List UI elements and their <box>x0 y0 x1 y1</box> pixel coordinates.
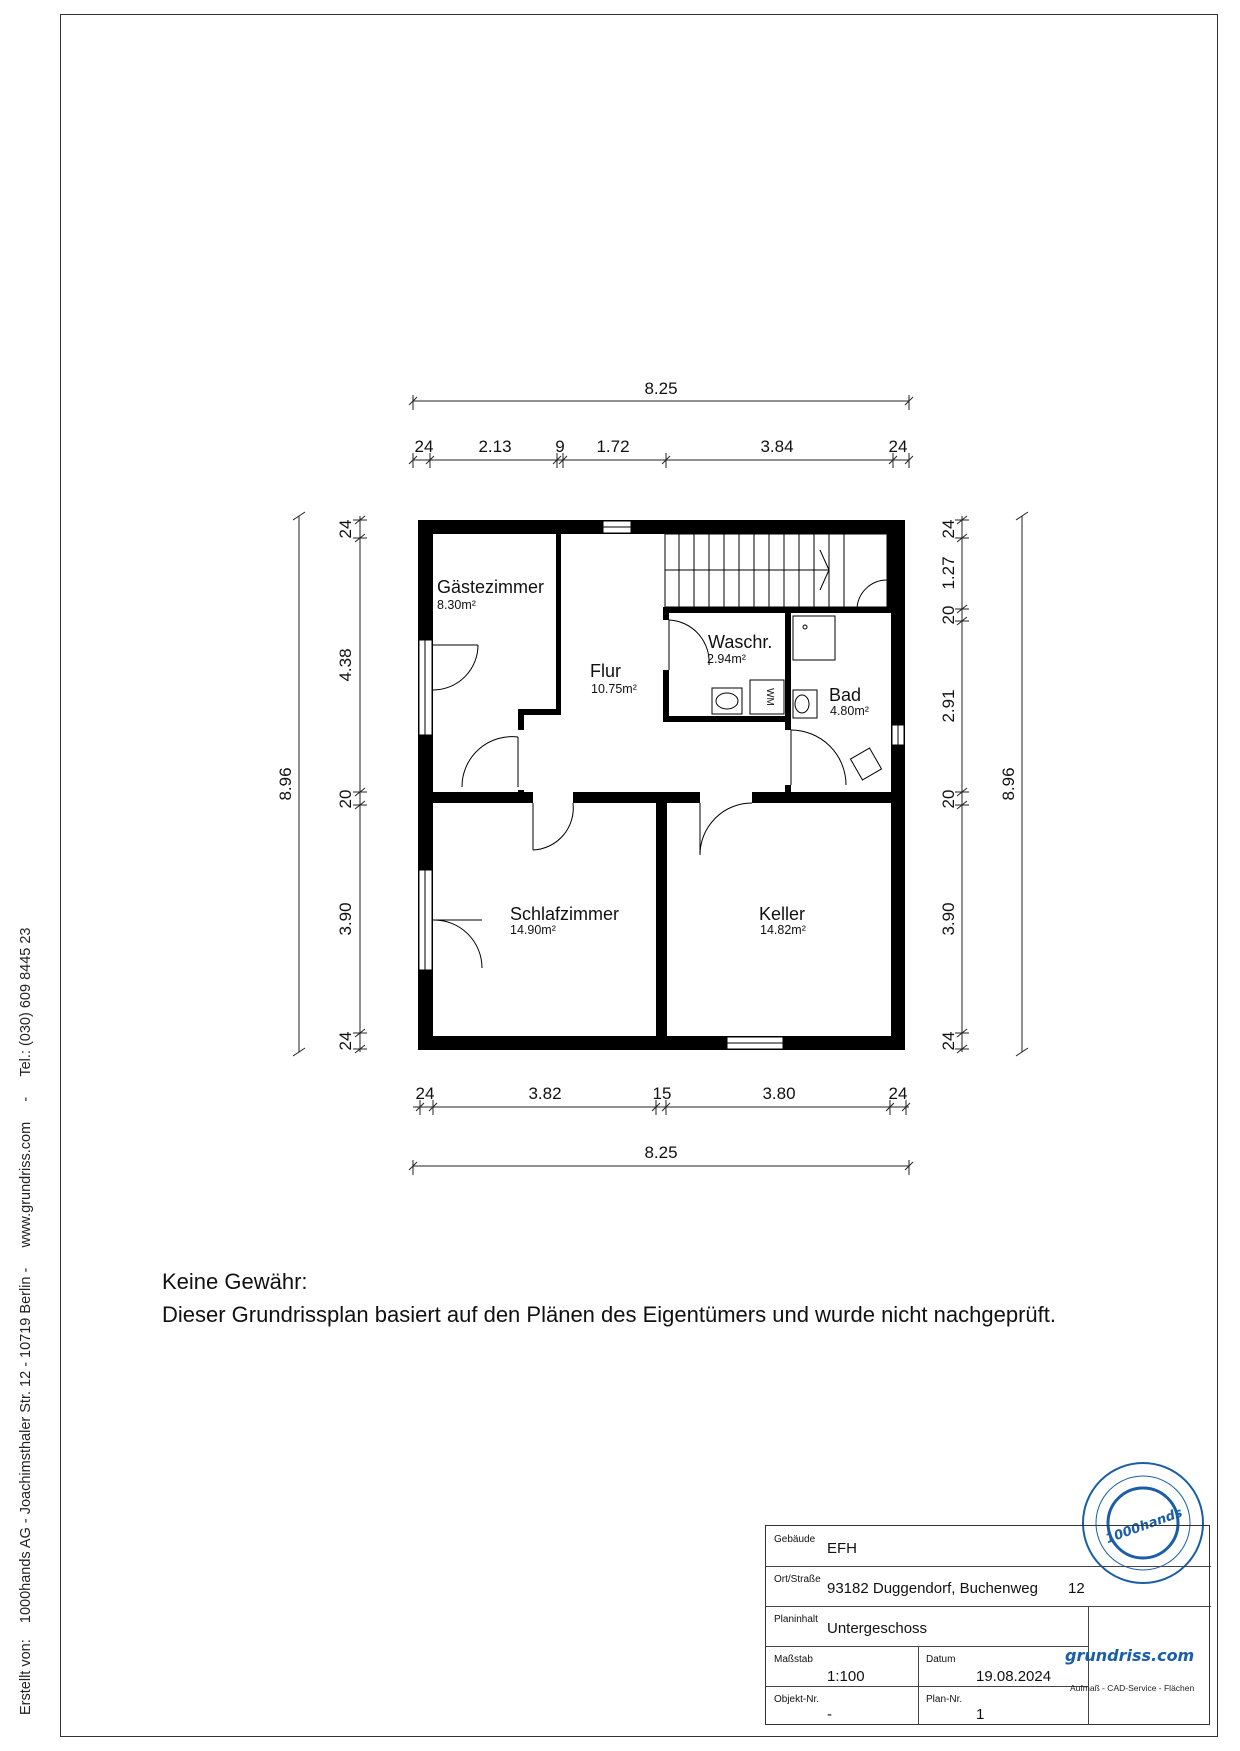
stairs <box>665 534 887 607</box>
room-bad-name: Bad <box>829 685 862 705</box>
tb-plan-value: 1 <box>976 1706 985 1723</box>
dimension-lines <box>293 395 1028 1175</box>
dim-top-seg-2: 2.13 <box>478 437 512 456</box>
dim-right-seg-6: 3.90 <box>939 902 958 936</box>
room-keller-area: 14.82m² <box>760 923 806 937</box>
room-schlafzimmer-area: 14.90m² <box>510 923 556 937</box>
sidebar-company: 1000hands AG - Joachimsthaler Str. 12 - 10719 Berlin - <box>18 1267 34 1624</box>
tb-divider-main <box>1088 1606 1089 1725</box>
room-schlafzimmer-name: Schlafzimmer <box>510 904 620 924</box>
dim-bottom-seg-5: 24 <box>888 1084 908 1103</box>
brand-logo: grundriss.com <box>1065 1646 1195 1665</box>
dim-bottom-seg-1: 24 <box>415 1084 435 1103</box>
disclaimer-text: Dieser Grundrissplan basiert auf den Plänen des Eigentümers und wurde nicht nachgeprüft. <box>162 1302 1056 1327</box>
dim-top-seg-3: 9 <box>555 437 565 456</box>
tb-ort-value: 93182 Duggendorf, Buchenweg <box>827 1580 1038 1597</box>
room-bad-area: 4.80m² <box>830 704 869 718</box>
tb-massstab-value: 1:100 <box>827 1668 865 1685</box>
dim-bottom-total: 8.25 <box>644 1143 678 1162</box>
dim-left-seg-3: 20 <box>336 789 355 809</box>
dim-right-seg-2: 1.27 <box>939 556 958 590</box>
room-flur-name: Flur <box>590 661 621 681</box>
tb-row-gebaeude <box>766 1526 1211 1567</box>
tb-ort-label: Ort/Straße <box>774 1574 821 1585</box>
sidebar-phone: Tel.: (030) 609 8445 23 <box>18 927 34 1077</box>
dim-left-seg-4: 3.90 <box>336 902 355 936</box>
wm-label: WM <box>764 688 775 706</box>
tb-row-massstab <box>766 1646 1088 1687</box>
room-keller-name: Keller <box>759 904 806 924</box>
dim-top-seg-5: 3.84 <box>760 437 794 456</box>
tb-gebaeude-value: EFH <box>827 1540 857 1557</box>
tb-planinhalt-label: Planinhalt <box>774 1614 818 1625</box>
tb-plan-label: Plan-Nr. <box>926 1694 963 1705</box>
room-gaestezimmer-name: Gästezimmer <box>437 577 545 597</box>
room-waschr-area: 2.94m² <box>707 652 746 666</box>
walls <box>418 520 905 1050</box>
tb-planinhalt-value: Untergeschoss <box>827 1620 928 1637</box>
dim-left-seg-2: 4.38 <box>336 648 355 682</box>
sidebar-created-by: Erstellt von: <box>18 1639 34 1715</box>
dim-right-seg-3: 20 <box>939 605 958 625</box>
tb-gebaeude-label: Gebäude <box>774 1534 816 1545</box>
dim-right-seg-5: 20 <box>939 789 958 809</box>
tb-datum-label: Datum <box>926 1654 956 1665</box>
disclaimer-title: Keine Gewähr: <box>162 1269 308 1294</box>
tb-objekt-value: - <box>827 1706 832 1723</box>
room-waschr-name: Waschr. <box>708 632 773 652</box>
dim-bottom-seg-2: 3.82 <box>528 1084 562 1103</box>
title-block <box>765 1525 1210 1725</box>
dim-top-seg-4: 1.72 <box>596 437 630 456</box>
dim-right-seg-7: 24 <box>939 1031 958 1051</box>
dim-left-seg-5: 24 <box>336 1031 355 1051</box>
dim-right-seg-1: 24 <box>939 519 958 539</box>
disclaimer <box>162 1265 1056 1331</box>
tb-row-ort <box>766 1566 1211 1607</box>
room-flur-area: 10.75m² <box>591 682 637 696</box>
dim-bottom-seg-3: 15 <box>652 1084 672 1103</box>
dim-bottom-seg-4: 3.80 <box>762 1084 796 1103</box>
tb-row-objekt <box>766 1686 1088 1725</box>
room-gaestezimmer-area: 8.30m² <box>437 598 476 612</box>
dim-right-seg-4: 2.91 <box>939 689 958 723</box>
tb-objekt-label: Objekt-Nr. <box>774 1694 820 1705</box>
dim-top-total: 8.25 <box>644 379 678 398</box>
dim-right-total: 8.96 <box>999 767 1018 801</box>
dim-top-seg-6: 24 <box>888 437 908 456</box>
dim-left-total: 8.96 <box>276 767 295 801</box>
dim-top-seg-1: 24 <box>414 437 434 456</box>
tb-hausnr-value: 12 <box>1068 1580 1085 1597</box>
dim-left-seg-1: 24 <box>336 519 355 539</box>
tb-massstab-label: Maßstab <box>774 1654 813 1665</box>
sidebar-separator: - <box>18 1096 34 1102</box>
tb-row-planinhalt <box>766 1606 1088 1647</box>
brand-services: Aufmaß - CAD-Service - Flächen <box>1070 1683 1195 1693</box>
tb-datum-value: 19.08.2024 <box>976 1668 1052 1685</box>
seal-text: 1000hands <box>1103 1505 1185 1548</box>
tb-divider-mid <box>918 1646 919 1725</box>
sidebar-web: www.grundriss.com <box>18 1121 34 1248</box>
